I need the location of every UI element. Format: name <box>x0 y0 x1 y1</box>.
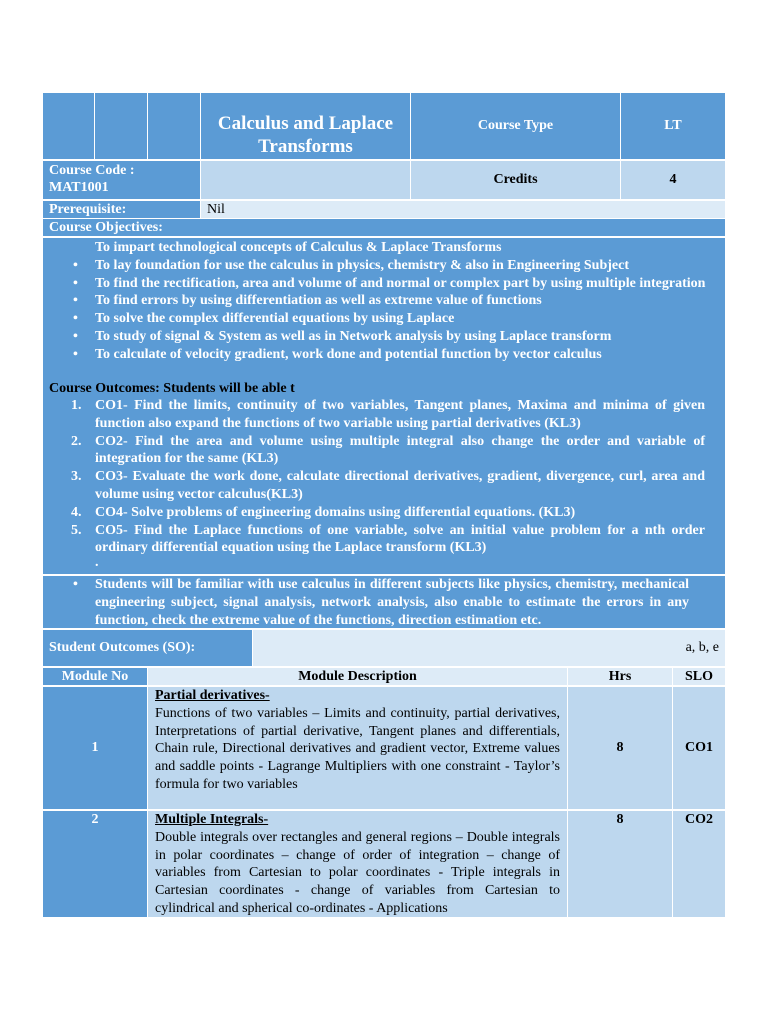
blank-cell <box>43 93 95 159</box>
outcome-item <box>71 468 725 504</box>
course-type-label: Course Type <box>411 93 621 159</box>
objective-item: • To solve the complex differential equations by using Laplace <box>95 310 725 328</box>
outcomes-trailing-dot: . <box>95 555 99 571</box>
outcomes-label: Course Outcomes: Students will be able t <box>49 381 295 396</box>
module-no-header: Module No <box>43 668 148 685</box>
outcomes-summary <box>43 576 725 628</box>
objective-item: • To study of signal & System as well as in Network analysis by using Laplace transform <box>95 328 725 346</box>
blank-cell <box>201 161 411 199</box>
credits-value: 4 <box>621 161 725 199</box>
summary-item: • Students will be familiar with use calculus in different subjects like physics, chemistry, mechanical engineering subject, signal analysis, network analysis, also enable to estimate the errors in any function, check the extreme value of the functions, direction estimation etc. <box>95 576 697 629</box>
outcome-text: CO5- Find the Laplace functions of one variable, solve an initial value problem for a nth order ordinary differential equation using the Laplace transform (KL3) <box>95 522 705 556</box>
syllabus-table <box>43 93 725 917</box>
outcome-number: 2. <box>71 433 82 449</box>
hrs-header: Hrs <box>568 668 673 685</box>
outcome-item <box>71 504 725 522</box>
module-title: Multiple Integrals- <box>155 812 269 827</box>
outcome-item <box>71 397 725 433</box>
outcome-item <box>71 522 725 558</box>
module-text: Double integrals over rectangles and general regions – Double integrals in polar coordinates – change of order of integration – change of variables from Cartesian to polar coordinates - Triple integrals in Cartesian coordinates - change of variables from Cartesian to cylindrical and spherical co-ordinates - Applications <box>155 829 560 916</box>
student-outcomes-value: a, b, e <box>253 630 725 666</box>
course-code-row <box>43 161 725 199</box>
prerequisite-value: Nil <box>201 201 725 218</box>
module-slo: CO1 <box>673 687 725 809</box>
module-description <box>148 687 568 809</box>
outcome-text: CO4- Solve problems of engineering domains using differential equations. (KL3) <box>95 504 576 520</box>
module-hours: 8 <box>568 687 673 809</box>
objective-item: • To find the rectification, area and volume of and normal or complex part by using multiple integration <box>95 275 725 293</box>
module-desc-header: Module Description <box>148 668 568 685</box>
module-text: Functions of two variables – Limits and continuity, partial derivatives, Interpretations of partial derivative, Tangent planes and differentials, Chain rule, Directional derivatives and gradient vector, Extreme values and saddle points - Lagrange Multipliers with one constraint - Taylor’s formula for two variables <box>155 705 560 792</box>
outcomes-block <box>43 380 725 574</box>
credits-label: Credits <box>411 161 621 199</box>
outcome-number: 4. <box>71 504 82 520</box>
module-title: Partial derivatives- <box>155 688 270 703</box>
objectives-label: Course Objectives: <box>43 219 725 236</box>
course-code-value: MAT1001 <box>49 180 109 195</box>
module-hours: 8 <box>568 811 673 917</box>
objective-item: • To lay foundation for use the calculus in physics, chemistry & also in Engineering Subject <box>95 257 725 275</box>
module-number: 1 <box>43 687 148 809</box>
module-row <box>43 811 725 917</box>
outcome-text: CO3- Evaluate the work done, calculate directional derivatives, gradient, divergence, curl, area and volume using vector calculus(KL3) <box>95 469 705 502</box>
header-row <box>43 93 725 159</box>
objective-item: To impart technological concepts of Calculus & Laplace Transforms <box>95 240 502 255</box>
module-description <box>148 811 568 917</box>
outcome-text: CO2- Find the area and volume using multiple integral also change the order and variable of integration for the same (KL3) <box>95 433 705 467</box>
objective-item: • To calculate of velocity gradient, work done and potential function by vector calculus <box>95 346 725 364</box>
module-number: 2 <box>43 811 148 917</box>
module-header-row <box>43 668 725 685</box>
student-outcomes-label: Student Outcomes (SO): <box>43 630 253 666</box>
student-outcomes-row <box>43 630 725 666</box>
course-code-label: Course Code : <box>49 163 135 178</box>
objectives-list <box>43 238 725 380</box>
outcome-text: CO1- Find the limits, continuity of two variables, Tangent planes, Maxima and minima of given function also expand the functions of two variable using partial derivatives (KL3) <box>95 398 705 431</box>
outcome-item <box>71 433 725 469</box>
prerequisite-row <box>43 201 725 218</box>
slo-header: SLO <box>673 668 725 685</box>
outcome-number: 1. <box>71 398 82 413</box>
course-title: Calculus and Laplace Transforms <box>201 93 411 159</box>
objective-item: • To find errors by using differentiation as well as extreme value of functions <box>95 292 725 310</box>
outcome-number: 5. <box>71 522 82 538</box>
blank-cell <box>148 93 201 159</box>
course-type-value: LT <box>664 118 682 133</box>
outcome-number: 3. <box>71 469 82 485</box>
module-slo: CO2 <box>673 811 725 917</box>
prerequisite-label: Prerequisite: <box>43 201 201 218</box>
blank-cell <box>95 93 148 159</box>
module-row <box>43 687 725 809</box>
course-code-cell <box>43 161 201 199</box>
